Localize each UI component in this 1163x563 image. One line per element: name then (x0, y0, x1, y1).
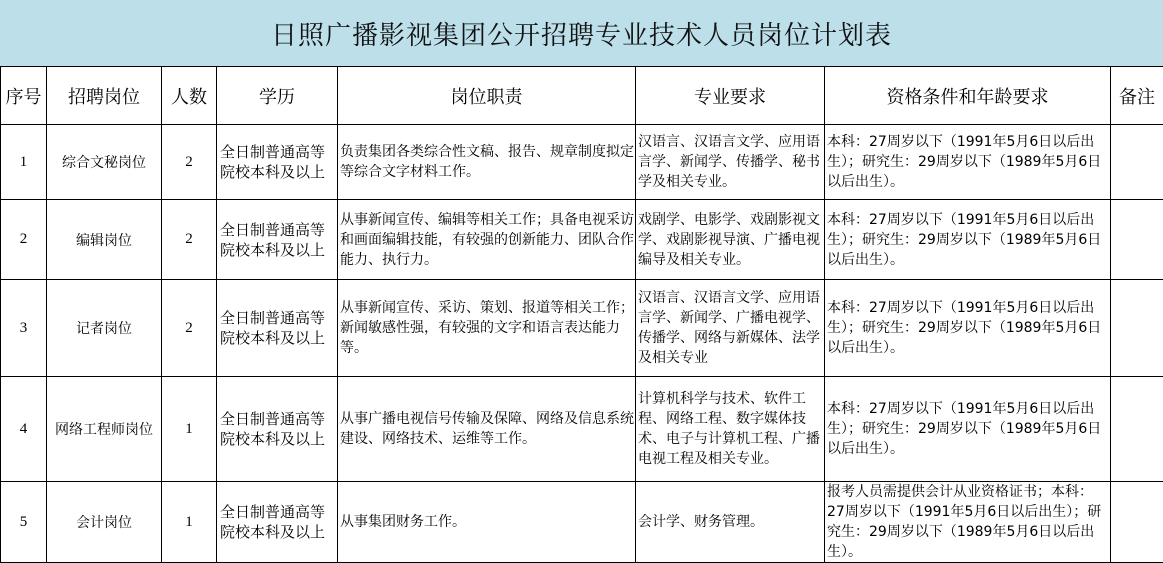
header-count: 人数 (162, 67, 217, 125)
cell-count: 1 (162, 377, 217, 482)
cell-major: 会计学、财务管理。 (636, 482, 825, 563)
table-row (1, 200, 1163, 280)
cell-index: 1 (1, 125, 47, 200)
header-row (1, 67, 1163, 125)
header-education: 学历 (217, 67, 338, 125)
header-qualifications: 资格条件和年龄要求 (825, 67, 1111, 125)
cell-index: 4 (1, 377, 47, 482)
cell-major: 汉语言、汉语言文学、应用语言学、新闻学、传播学、秘书学及相关专业。 (636, 125, 825, 200)
cell-education: 全日制普通高等院校本科及以上 (217, 482, 338, 563)
cell-count: 2 (162, 125, 217, 200)
cell-notes (1111, 280, 1163, 377)
cell-duties: 从事集团财务工作。 (338, 482, 636, 563)
cell-position: 编辑岗位 (47, 200, 162, 280)
cell-position: 网络工程师岗位 (47, 377, 162, 482)
cell-qualifications: 本科：27周岁以下（1991年5月6日以后出生）；研究生：29周岁以下（1989年5月6日以后出生）。 (825, 280, 1111, 377)
cell-qualifications: 本科：27周岁以下（1991年5月6日以后出生）；研究生：29周岁以下（1989年5月6日以后出生）。 (825, 200, 1111, 280)
cell-major: 计算机科学与技术、软件工程、网络工程、数字媒体技术、电子与计算机工程、广播电视工程及相关专业。 (636, 377, 825, 482)
cell-qualifications: 本科：27周岁以下（1991年5月6日以后出生）；研究生：29周岁以下（1989年5月6日以后出生）。 (825, 125, 1111, 200)
cell-education: 全日制普通高等院校本科及以上 (217, 377, 338, 482)
cell-position: 记者岗位 (47, 280, 162, 377)
cell-index: 2 (1, 200, 47, 280)
table-row (1, 280, 1163, 377)
table-row (1, 482, 1163, 563)
cell-notes (1111, 200, 1163, 280)
cell-position: 综合文秘岗位 (47, 125, 162, 200)
header-notes: 备注 (1111, 67, 1163, 125)
cell-notes (1111, 377, 1163, 482)
table-row (1, 125, 1163, 200)
cell-count: 1 (162, 482, 217, 563)
cell-qualifications: 本科：27周岁以下（1991年5月6日以后出生）；研究生：29周岁以下（1989年5月6日以后出生）。 (825, 377, 1111, 482)
cell-duties: 负责集团各类综合性文稿、报告、规章制度拟定等综合文字材料工作。 (338, 125, 636, 200)
cell-education: 全日制普通高等院校本科及以上 (217, 125, 338, 200)
cell-major: 戏剧学、电影学、戏剧影视文学、戏剧影视导演、广播电视编导及相关专业。 (636, 200, 825, 280)
cell-count: 2 (162, 280, 217, 377)
cell-duties: 从事新闻宣传、采访、策划、报道等相关工作；新闻敏感性强，有较强的文字和语言表达能力等。 (338, 280, 636, 377)
header-major: 专业要求 (636, 67, 825, 125)
cell-duties: 从事新闻宣传、编辑等相关工作；具备电视采访和画面编辑技能，有较强的创新能力、团队合作能力、执行力。 (338, 200, 636, 280)
cell-notes (1111, 482, 1163, 563)
header-index: 序号 (1, 67, 47, 125)
header-position: 招聘岗位 (47, 67, 162, 125)
cell-education: 全日制普通高等院校本科及以上 (217, 280, 338, 377)
cell-education: 全日制普通高等院校本科及以上 (217, 200, 338, 280)
cell-index: 3 (1, 280, 47, 377)
header-duties: 岗位职责 (338, 67, 636, 125)
cell-index: 5 (1, 482, 47, 563)
table-row (1, 377, 1163, 482)
recruitment-table (0, 66, 1163, 563)
cell-duties: 从事广播电视信号传输及保障、网络及信息系统建设、网络技术、运维等工作。 (338, 377, 636, 482)
cell-qualifications: 报考人员需提供会计从业资格证书；本科：27周岁以下（1991年5月6日以后出生）；研究生：29周岁以下（1989年5月6日以后出生）。 (825, 482, 1111, 563)
table-title: 日照广播影视集团公开招聘专业技术人员岗位计划表 (0, 0, 1163, 67)
cell-position: 会计岗位 (47, 482, 162, 563)
cell-count: 2 (162, 200, 217, 280)
cell-notes (1111, 125, 1163, 200)
cell-major: 汉语言、汉语言文学、应用语言学、新闻学、广播电视学、传播学、网络与新媒体、法学及相关专业 (636, 280, 825, 377)
